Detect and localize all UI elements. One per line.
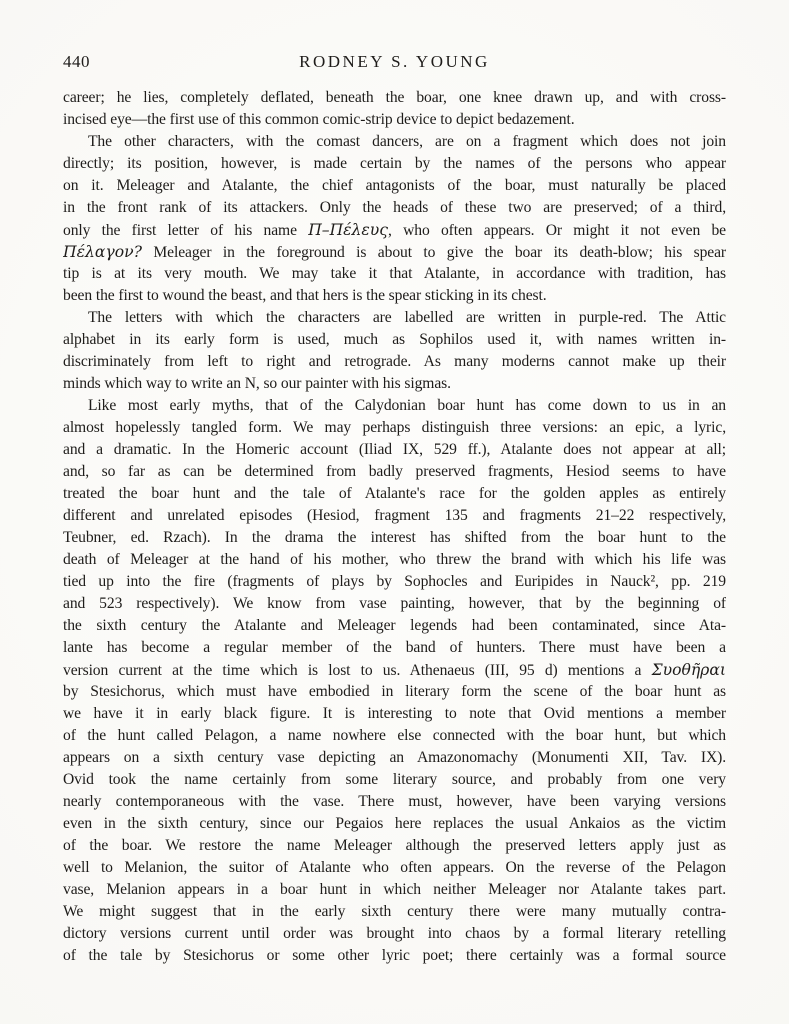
text-line: alphabet in its early form is used, much as Sophilos used it, with names written in- — [63, 331, 726, 348]
paragraph — [63, 395, 726, 967]
text-line: almost hopelessly tangled form. We may perhaps distinguish three versions: an epic, a lyric, — [63, 419, 726, 436]
text-line: version current at the time which is lost to us. Athenaeus (III, 95 d) mentions a Συοθῆραι — [63, 661, 726, 679]
page-number: 440 — [63, 52, 90, 71]
text-line: in the front rank of its attackers. Only the heads of these two are preserved; of a third, — [63, 199, 726, 216]
greek-term: Π–Πέλευς — [308, 221, 389, 239]
text-line: death of Meleager at the hand of his mother, who threw the brand with which his life was — [63, 551, 726, 568]
text-line: the sixth century the Atalante and Meleager legends had been contaminated, since Ata- — [63, 617, 726, 634]
text-line: even in the sixth century, since our Pegaios here replaces the usual Ankaios as the victim — [63, 815, 726, 832]
text-line: The letters with which the characters are labelled are written in purple-red. The Attic — [88, 309, 726, 326]
text-line: treated the boar hunt and the tale of Atalante's race for the golden apples as entirely — [63, 485, 726, 502]
text-line: of the hunt called Pelagon, a name nowhere else connected with the boar hunt, but which — [63, 727, 726, 744]
text-line: The other characters, with the comast dancers, are on a fragment which does not join — [88, 133, 726, 150]
text-line: we have it in early black figure. It is interesting to note that Ovid mentions a member — [63, 705, 726, 722]
paragraph — [63, 131, 726, 307]
page-body — [63, 87, 726, 967]
running-title: RODNEY S. YOUNG — [299, 52, 490, 71]
text-line: been the first to wound the beast, and that hers is the spear sticking in its chest. — [63, 287, 547, 304]
text-line: and 523 respectively). We know from vase painting, however, that by the beginning of — [63, 595, 726, 612]
paragraph — [63, 307, 726, 395]
text-line: on it. Meleager and Atalante, the chief antagonists of the boar, must naturally be placed — [63, 177, 726, 194]
text-line: and, so far as can be determined from badly preserved fragments, Hesiod seems to have — [63, 463, 726, 480]
text-line: by Stesichorus, which must have embodied in literary form the scene of the boar hunt as — [63, 683, 726, 700]
text-line: career; he lies, completely deflated, beneath the boar, one knee drawn up, and with cross- — [63, 89, 726, 106]
text-line: minds which way to write an N, so our painter with his sigmas. — [63, 375, 451, 392]
text-line: lante has become a regular member of the band of hunters. There must have been a — [63, 639, 726, 656]
paragraph — [63, 87, 726, 131]
text-line: and a dramatic. In the Homeric account (Iliad IX, 529 ff.), Atalante does not appear at all; — [63, 441, 726, 458]
text-line: discriminately from left to right and retrograde. As many moderns cannot make up their — [63, 353, 726, 370]
text-line: dictory versions current until order was brought into chaos by a formal literary retelling — [63, 925, 726, 942]
text-line: Ovid took the name certainly from some literary source, and probably from one very — [63, 771, 726, 788]
text-line: well to Melanion, the suitor of Atalante who often appears. On the reverse of the Pelagon — [63, 859, 726, 876]
text-line: We might suggest that in the early sixth century there were many mutually contra- — [63, 903, 726, 920]
text-line: tied up into the fire (fragments of plays by Sophocles and Euripides in Nauck², pp. 219 — [63, 573, 726, 590]
text-line: tip is at its very mouth. We may take it that Atalante, in accordance with tradition, has — [63, 265, 726, 282]
text-line: Teubner, ed. Rzach). In the drama the interest has shifted from the boar hunt to the — [63, 529, 726, 546]
text-line: Πέλαγον? Meleager in the foreground is about to give the boar its death-blow; his spear — [63, 243, 726, 261]
text-line: only the first letter of his name Π–Πέλευς, who often appears. Or might it not even be — [63, 221, 726, 239]
page-header — [63, 52, 726, 74]
greek-term: Συοθῆραι — [651, 661, 726, 679]
text-line: Like most early myths, that of the Calydonian boar hunt has come down to us in an — [88, 397, 726, 414]
greek-term: Πέλαγον? — [63, 243, 142, 261]
text-line: appears on a sixth century vase depicting an Amazonomachy (Monumenti XII, Tav. IX). — [63, 749, 726, 766]
text-line: nearly contemporaneous with the vase. There must, however, have been varying versions — [63, 793, 726, 810]
text-line: incised eye—the first use of this common comic-strip device to depict bedazement. — [63, 111, 575, 128]
text-line: vase, Melanion appears in a boar hunt in which neither Meleager nor Atalante takes part. — [63, 881, 726, 898]
text-line: different and unrelated episodes (Hesiod, fragment 135 and fragments 21–22 respectively, — [63, 507, 726, 524]
text-line: of the boar. We restore the name Meleager although the preserved letters apply just as — [63, 837, 726, 854]
text-line: of the tale by Stesichorus or some other lyric poet; there certainly was a formal source — [63, 947, 726, 964]
text-line: directly; its position, however, is made certain by the names of the persons who appear — [63, 155, 726, 172]
